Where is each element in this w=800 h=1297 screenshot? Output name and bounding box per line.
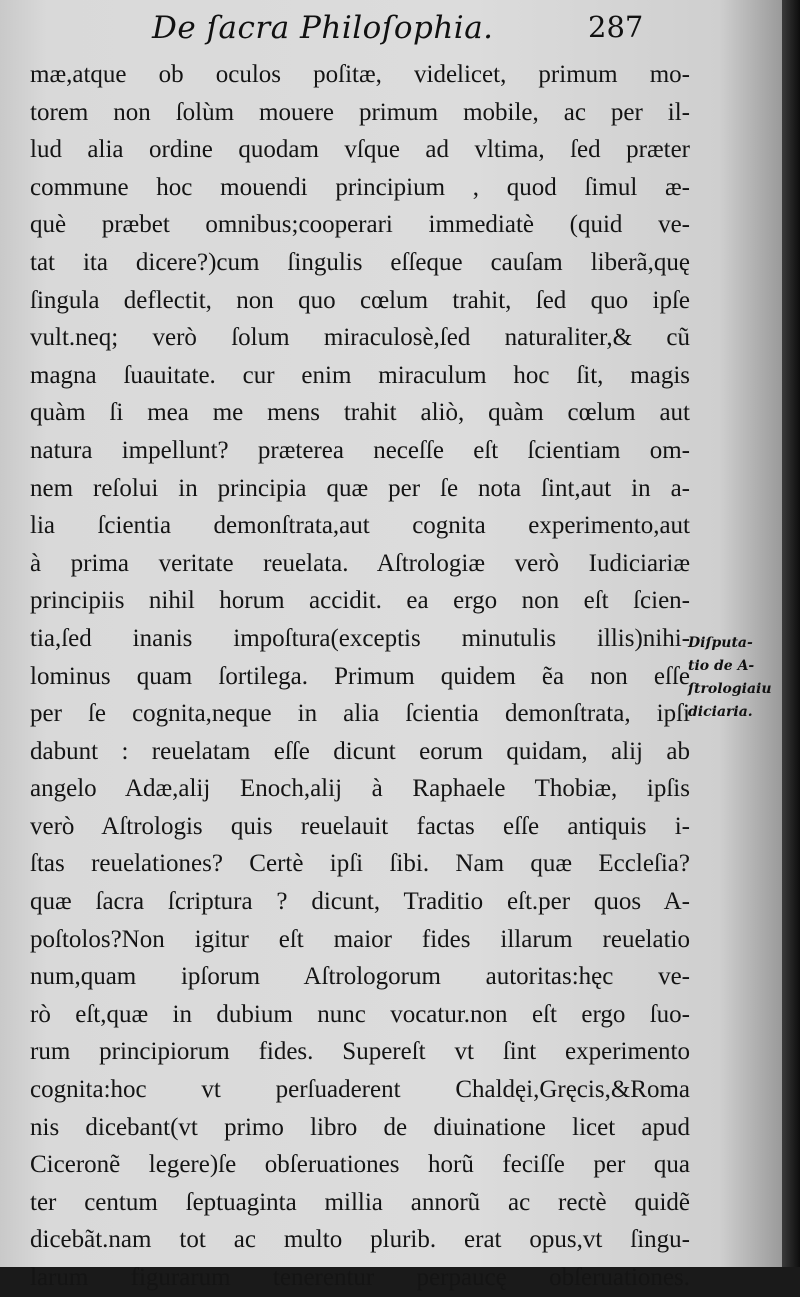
- running-title: De ſacra Philoſophia.: [152, 10, 494, 46]
- text-line: per ſe cognita,neque in alia ſcientia demonſtrata, ipſi: [30, 700, 690, 728]
- text-line: rum principiorum fides. Supereſt vt ſint experimento: [30, 1038, 690, 1066]
- page-number: 287: [588, 10, 644, 44]
- text-line: cognita:hoc vt perſuaderent Chaldęi,Gręcis,&Roma: [30, 1076, 690, 1104]
- text-line: quæ ſacra ſcriptura ? dicunt, Traditio eſt.per quos A-: [30, 888, 690, 916]
- text-line: tat ita dicere?)cum ſingulis eſſeque cauſam liberã,quę: [30, 248, 690, 276]
- text-line: lia ſcientia demonſtrata,aut cognita experimento,aut: [30, 512, 690, 540]
- body-text: [30, 56, 690, 1297]
- text-line: ſingula deflectit, non quo cœlum trahit, ſed quo ipſe: [30, 286, 690, 314]
- text-line: à prima veritate reuelata. Aſtrologiæ verò Iudiciariæ: [30, 549, 690, 577]
- text-line: lominus quam ſortilega. Primum quidem ẽa non eſſe: [30, 662, 690, 690]
- text-line: verò Aſtrologis quis reuelauit factas eſſe antiquis i-: [30, 812, 690, 840]
- text-line: tia,ſed inanis impoſtura(exceptis minutulis illis)nihi-: [30, 624, 690, 652]
- text-line: nem reſolui in principia quæ per ſe nota ſint,aut in a-: [30, 474, 690, 502]
- text-line: vult.neq; verò ſolum miraculosè,ſed naturaliter,& cũ: [30, 324, 690, 352]
- text-line: Ciceronẽ legere)ſe obſeruationes horũ feciſſe per qua: [30, 1151, 690, 1179]
- text-line: lud alia ordine quodam vſque ad vltima, ſed præter: [30, 136, 690, 164]
- text-line: natura impellunt? præterea neceſſe eſt ſcientiam om-: [30, 436, 690, 464]
- text-line: quàm ſi mea me mens trahit aliò, quàm cœlum aut: [30, 399, 690, 427]
- text-line: principiis nihil horum accidit. ea ergo non eſt ſcien-: [30, 587, 690, 615]
- text-line: torem non ſolùm mouere primum mobile, ac per il-: [30, 98, 690, 126]
- text-line: angelo Adæ,alij Enoch,alij à Raphaele Thobiæ, ipſis: [30, 775, 690, 803]
- page-edge-shadow: [782, 0, 800, 1267]
- text-line: ſtas reuelationes? Certè ipſi ſibi. Nam quæ Eccleſia?: [30, 850, 690, 878]
- margin-note-line: Diſputa-: [688, 635, 753, 651]
- text-line: num,quam ipſorum Aſtrologorum autoritas:hęc ve-: [30, 963, 690, 991]
- margin-note-line: tio de A-: [688, 658, 755, 674]
- text-line: larum figurarum tenerentur perpaucę obſeruationes.: [30, 1264, 690, 1291]
- text-line: rò eſt,quæ in dubium nunc vocatur.non eſt ergo ſuo-: [30, 1000, 690, 1028]
- text-line: nis dicebant(vt primo libro de diuinatione licet apud: [30, 1113, 690, 1141]
- margin-note-line: ſtrologiaiu: [688, 681, 772, 697]
- margin-note: [688, 632, 780, 724]
- text-line: magna ſuauitate. cur enim miraculum hoc ſit, magis: [30, 361, 690, 389]
- text-line: poſtolos?Non igitur eſt maior fides illarum reuelatio: [30, 925, 690, 953]
- text-line: dabunt : reuelatam eſſe dicunt eorum quidam, alij ab: [30, 737, 690, 765]
- margin-note-line: diciaria.: [688, 704, 753, 720]
- text-line: mæ,atque ob oculos poſitæ, videlicet, primum mo-: [30, 61, 690, 88]
- text-line: commune hoc mouendi principium , quod ſimul æ-: [30, 173, 690, 201]
- text-line: què præbet omnibus;cooperari immediatè (quid ve-: [30, 211, 690, 239]
- page-header: [0, 8, 782, 48]
- text-line: ter centum ſeptuaginta millia annorũ ac rectè quidẽ: [30, 1188, 690, 1216]
- text-line: dicebãt.nam tot ac multo plurib. erat opus,vt ſingu-: [30, 1226, 690, 1254]
